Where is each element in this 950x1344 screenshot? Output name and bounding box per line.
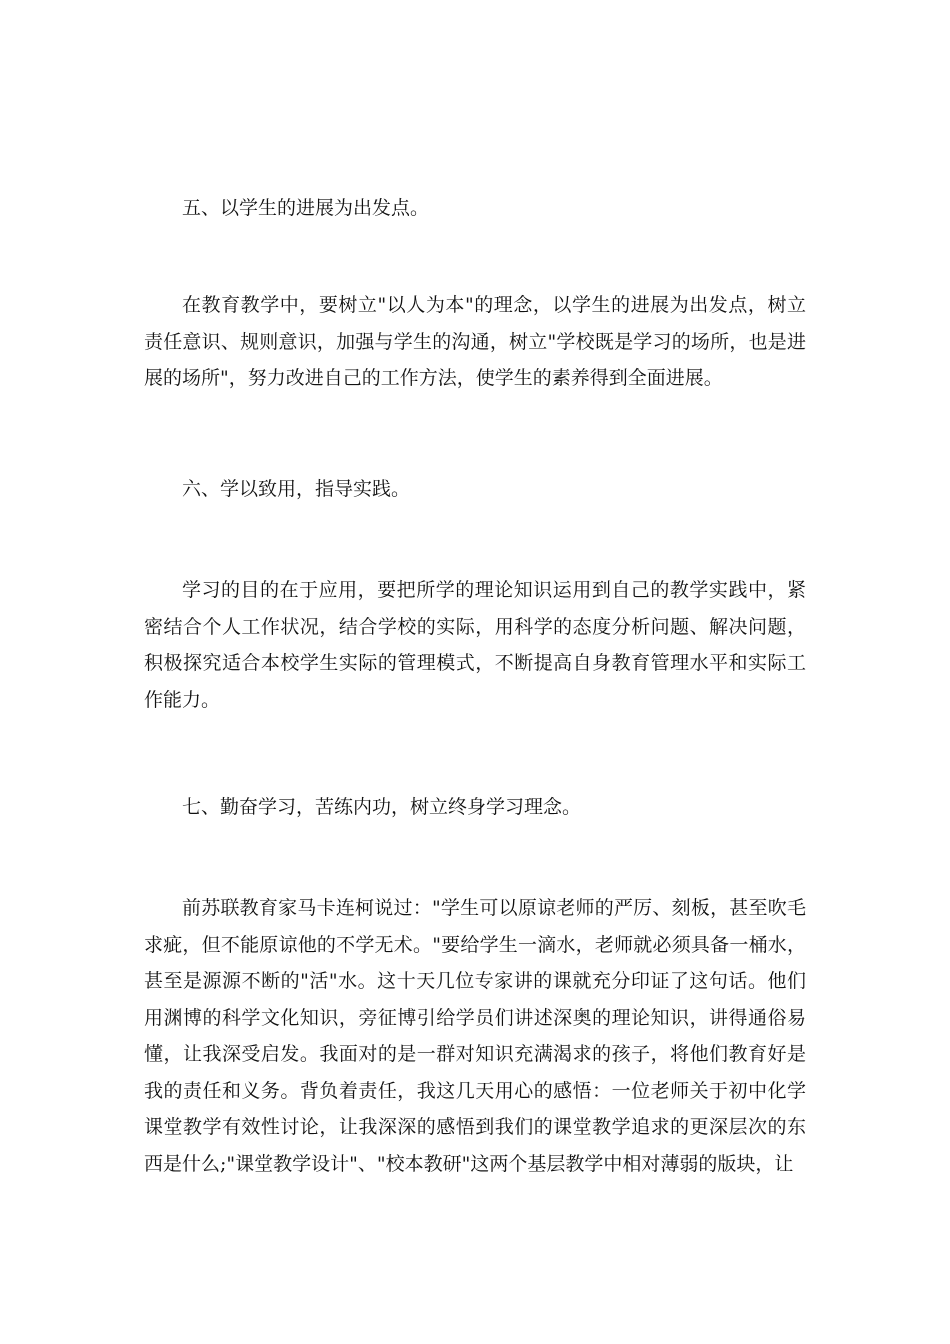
section-heading-5: 五、以学生的进展为出发点。 xyxy=(182,197,430,219)
section-paragraph-7: 前苏联教育家马卡连柯说过："学生可以原谅老师的严厉、刻板，甚至吹毛求疵，但不能原谅他的不学无术。"要给学生一滴水，老师就必须具备一桶水，甚至是源源不断的"活"水。这十天几位专家讲的课就充分印证了这句话。他们用渊博的科学文化知识，旁征博引给学员们讲述深奥的理论知识，讲得通俗易懂，让我深受启发。我面对的是一群对知识充满渴求的孩子，将他们教育好是我的责任和义务。背负着责任，我这几天用心的感悟：一位老师关于初中化学课堂教学有效性讨论，让我深深的感悟到我们的课堂教学追求的更深层次的东西是什么;"课堂教学设计"、"校本教研"这两个基层教学中相对薄弱的版块，让 xyxy=(144,897,806,1175)
section-paragraph-6: 学习的目的在于应用，要把所学的理论知识运用到自己的教学实践中，紧密结合个人工作状况，结合学校的实际，用科学的态度分析问题、解决问题，积极探究适合本校学生实际的管理模式，不断提高自身教育管理水平和实际工作能力。 xyxy=(144,579,806,711)
section-heading-6: 六、学以致用，指导实践。 xyxy=(182,478,411,500)
section-heading-7: 七、勤奋学习，苦练内功，树立终身学习理念。 xyxy=(182,796,582,818)
section-paragraph-5: 在教育教学中，要树立"以人为本"的理念，以学生的进展为出发点，树立责任意识、规则意识，加强与学生的沟通，树立"学校既是学习的场所，也是进展的场所"，努力改进自己的工作方法，使学生的素养得到全面进展。 xyxy=(144,294,806,389)
